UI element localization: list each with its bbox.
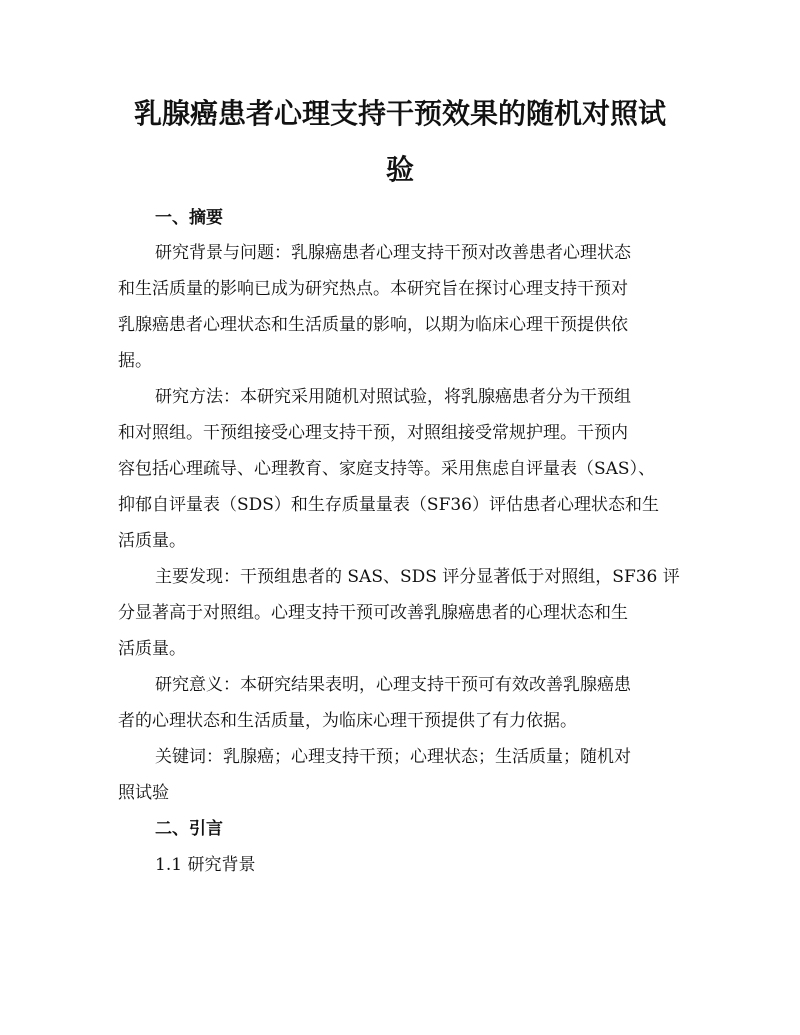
abstract-keywords-line: 照试验 (118, 783, 169, 803)
abstract-methods-line: 研究方法：本研究采用随机对照试验，将乳腺癌患者分为干预组 (155, 387, 631, 407)
abstract-methods-line: 容包括心理疏导、心理教育、家庭支持等。采用焦虑自评量表（SAS）、 (118, 459, 656, 479)
section-heading-introduction: 二、引言 (155, 819, 223, 839)
abstract-methods-line: 活质量。 (118, 531, 186, 551)
abstract-significance-line: 者的心理状态和生活质量，为临床心理干预提供了有力依据。 (118, 711, 577, 731)
document-title: 乳腺癌患者心理支持干预效果的随机对照试 (133, 97, 666, 130)
abstract-keywords-line: 关键词：乳腺癌；心理支持干预；心理状态；生活质量；随机对 (155, 747, 631, 767)
abstract-background-line: 和生活质量的影响已成为研究热点。本研究旨在探讨心理支持干预对 (118, 279, 628, 299)
abstract-methods-line: 抑郁自评量表（SDS）和生存质量量表（SF36）评估患者心理状态和生 (118, 495, 659, 515)
abstract-methods-line: 和对照组。干预组接受心理支持干预，对照组接受常规护理。干预内 (118, 423, 628, 443)
document-title-continued: 验 (385, 153, 414, 186)
abstract-background-line: 据。 (118, 351, 152, 371)
abstract-background-line: 乳腺癌患者心理状态和生活质量的影响，以期为临床心理干预提供依 (118, 315, 628, 335)
section-heading-abstract: 一、摘要 (155, 208, 223, 228)
abstract-findings-line: 主要发现：干预组患者的 SAS、SDS 评分显著低于对照组，SF36 评 (155, 567, 680, 587)
abstract-findings-line: 分显著高于对照组。心理支持干预可改善乳腺癌患者的心理状态和生 (118, 603, 628, 623)
abstract-findings-line: 活质量。 (118, 639, 186, 659)
abstract-background-line: 研究背景与问题：乳腺癌患者心理支持干预对改善患者心理状态 (155, 243, 631, 263)
abstract-significance-line: 研究意义：本研究结果表明，心理支持干预可有效改善乳腺癌患 (155, 675, 631, 695)
subsection-heading-background: 1.1 研究背景 (155, 855, 256, 875)
